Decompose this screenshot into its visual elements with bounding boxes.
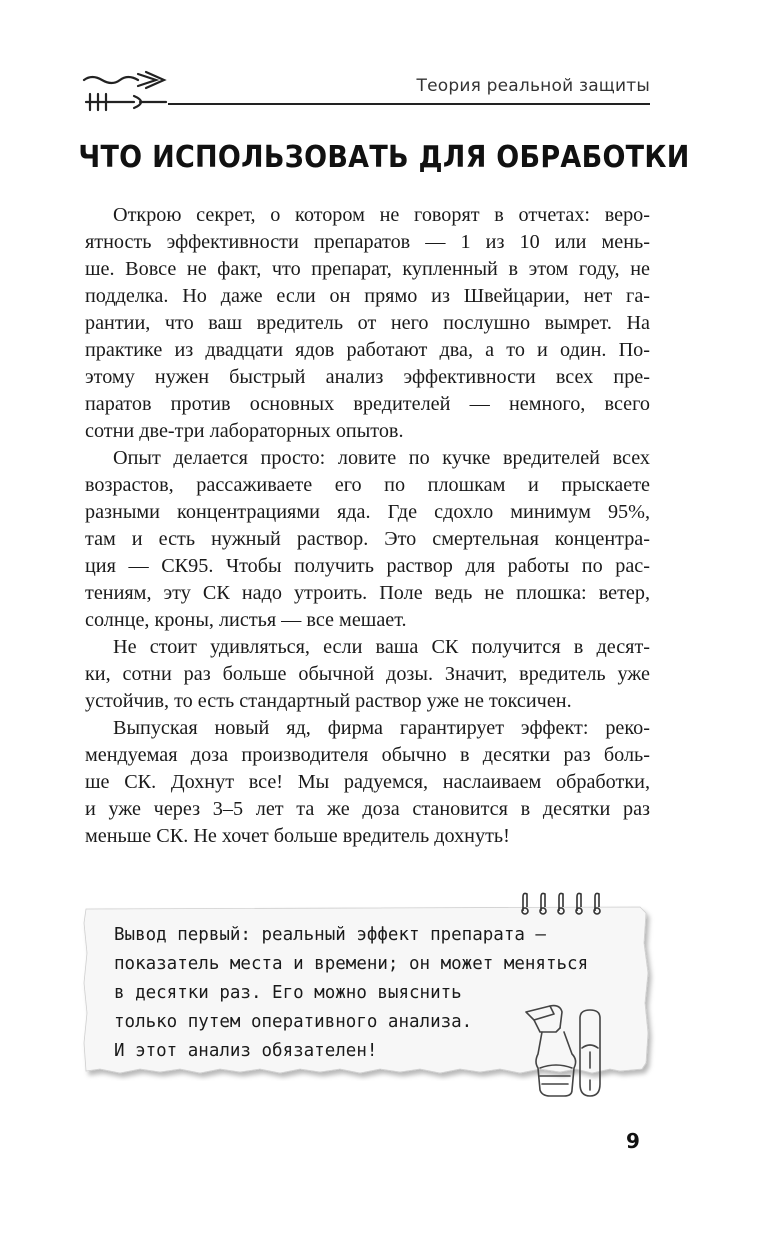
page-number: 9 <box>626 1129 640 1153</box>
spray-bottle-test-tube-icon <box>520 998 620 1102</box>
body-line: паратов против основных вредителей — немного, всего <box>85 393 650 415</box>
body-line: мендуемая доза производителя обычно в десятки раз боль- <box>85 744 650 766</box>
body-line: и уже через 3–5 лет та же доза становится в десятки раз <box>85 798 650 820</box>
header-rule <box>168 103 650 105</box>
body-text <box>85 202 650 850</box>
body-line: Выпуская новый яд, фирма гарантирует эффект: реко- <box>113 717 650 739</box>
body-line: ше. Вовсе не факт, что препарат, купленный в этом году, не <box>85 258 650 280</box>
note-line: показатель места и времени; он может меняться <box>114 954 589 974</box>
chapter-title: ЧТО ИСПОЛЬЗОВАТЬ ДЛЯ ОБРАБОТКИ <box>78 140 690 175</box>
note-line: И этот анализ обязателен! <box>114 1041 378 1061</box>
notebook-spiral-icon <box>515 889 611 917</box>
note-line: только путем оперативного анализа. <box>114 1012 473 1032</box>
body-line: солнце, кроны, листья — все мешает. <box>85 609 407 631</box>
body-line: ятность эффективности препаратов — 1 из 10 или мень- <box>85 231 650 253</box>
body-line: устойчив, то есть стандартный раствор уже не токсичен. <box>85 690 572 712</box>
pitchfork-ornament-icon <box>80 66 170 122</box>
body-line: меньше СК. Не хочет больше вредитель дохнуть! <box>85 825 510 847</box>
body-line: Открою секрет, о котором не говорят в отчетах: веро- <box>113 204 650 226</box>
body-line: Опыт делается просто: ловите по кучке вредителей всех <box>113 447 650 469</box>
body-line: там и есть нужный раствор. Это смертельная концентра- <box>85 528 650 550</box>
body-line: ки, сотни раз больше обычной дозы. Значит, вредитель уже <box>85 663 650 685</box>
body-line: ше СК. Дохнут все! Мы радуемся, наслаиваем обработки, <box>85 771 650 793</box>
running-head: Теория реальной защиты <box>416 76 650 96</box>
body-line: этому нужен быстрый анализ эффективности всех пре- <box>85 366 650 388</box>
body-line: возрастов, рассаживаете его по плошкам и прыскаете <box>85 474 650 496</box>
body-line: сотни две-три лабораторных опытов. <box>85 420 404 442</box>
body-line: подделка. Но даже если он прямо из Швейцарии, нет га- <box>85 285 650 307</box>
body-line: Не стоит удивляться, если ваша СК получится в десят- <box>113 636 650 658</box>
body-line: практике из двадцати ядов работают два, а то и один. По- <box>85 339 650 361</box>
body-line: ция — СК95. Чтобы получить раствор для работы по рас- <box>85 555 650 577</box>
note-line: в десятки раз. Его можно выяснить <box>114 983 462 1003</box>
body-line: рантии, что ваш вредитель от него послушно вымрет. На <box>85 312 650 334</box>
body-line: тениям, эту СК надо утроить. Поле ведь не плошка: ветер, <box>85 582 650 604</box>
body-line: разными концентрациями яда. Где сдохло минимум 95%, <box>85 501 650 523</box>
note-line: Вывод первый: реальный эффект препарата — <box>114 925 546 945</box>
